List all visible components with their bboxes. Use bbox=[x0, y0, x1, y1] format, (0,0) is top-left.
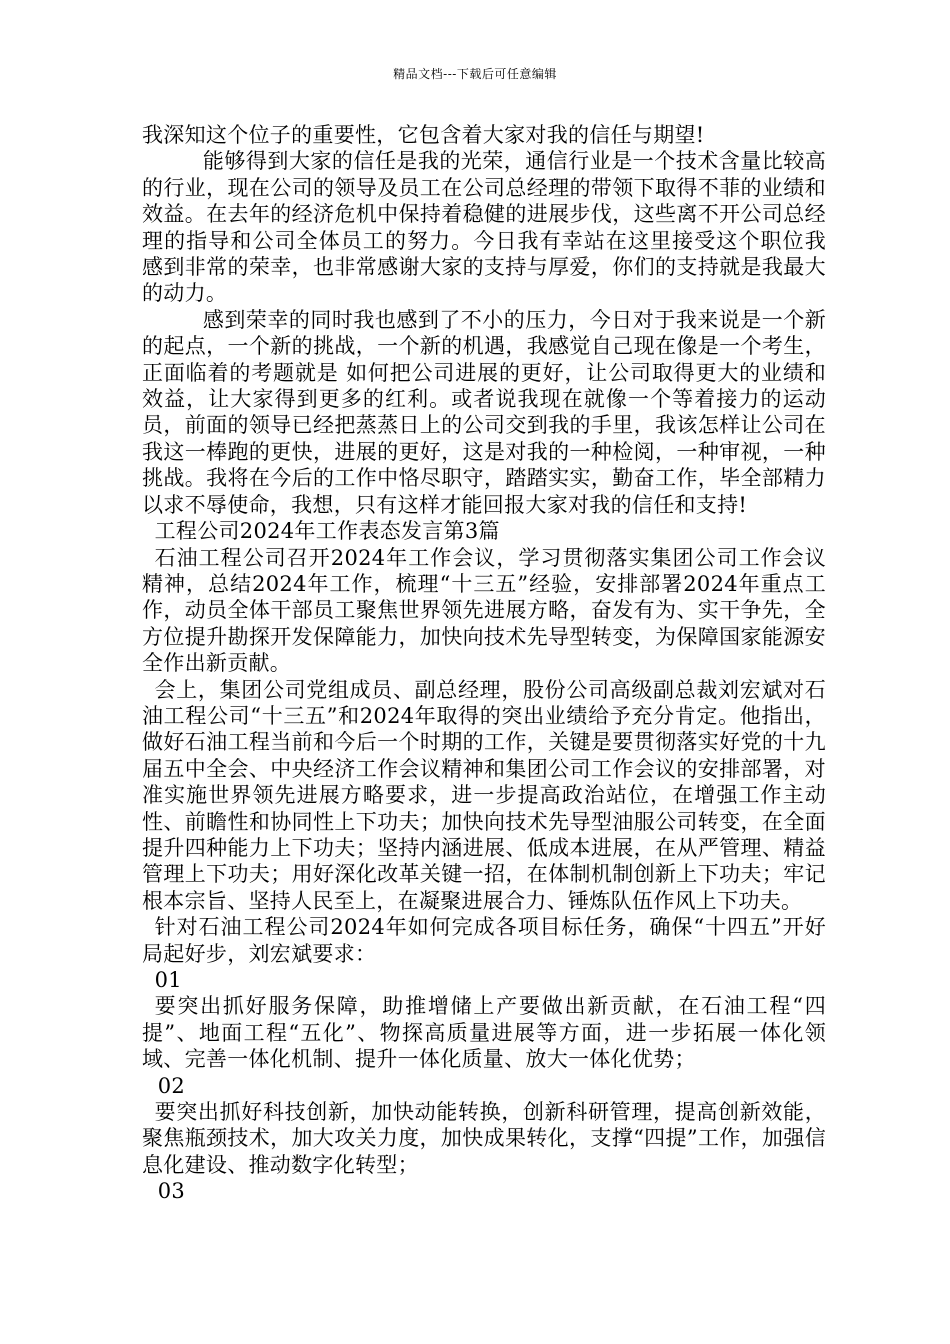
paragraph: 要突出抓好科技创新，加快动能转换，创新科研管理，提高创新效能，聚焦瓶颈技术，加大攻关力度，加快成果转化，支撑“四提”工作，加强信息化建设、推动数字化转型； bbox=[142, 1100, 826, 1177]
paragraph: 感到荣幸的同时我也感到了不小的压力，今日对于我来说是一个新的起点，一个新的挑战，一个新的机遇，我感觉自己现在像是一个考生，正面临着的考题就是 如何把公司进展的更好，让公司取得更大的业绩和效益，让大家得到更多的红利。或者说我现在就像一个等着接力的运动员，前面的领导已经把蒸蒸日上的公司交到我的手里，我该怎样让公司在我这一棒跑的更快，进展的更好，这是对我的一种检阅，一种审视，一种挑战。我将在今后的工作中恪尽职守，踏踏实实，勤奋工作，毕全部精力以求不辱使命，我想，只有这样才能回报大家对我的信任和支持! bbox=[142, 307, 826, 517]
page-header: 精品文档---下载后可任意编辑 bbox=[393, 67, 557, 81]
section-heading: 工程公司2024年工作表态发言第3篇 bbox=[154, 519, 500, 544]
list-number: 01 bbox=[154, 968, 182, 992]
list-number: 03 bbox=[157, 1179, 186, 1204]
list-number: 02 bbox=[157, 1073, 186, 1098]
paragraph: 我深知这个位子的重要性，它包含着大家对我的信任与期望! bbox=[142, 123, 705, 147]
paragraph: 能够得到大家的信任是我的光荣，通信行业是一个技术含量比较高的行业，现在公司的领导及员工在公司总经理的带领下取得不菲的业绩和效益。在去年的经济危机中保持着稳健的进展步伐，这些离不开公司总经理的指导和公司全体员工的努力。今日我有幸站在这里接受这个职位我 感到非常的荣幸，也非常感谢大家的支持与厚爱，你们的支持就是我最大的动力。 bbox=[142, 149, 826, 306]
paragraph: 石油工程公司召开2024年工作会议，学习贯彻落实集团公司工作会议精神，总结2024年工作，梳理“十三五”经验，安排部署2024年重点工作，动员全体干部员工聚焦世界领先进展方略，奋发有为、实干争先，全方位提升勘探开发保障能力，加快向技术先导型转变，为保障国家能源安全作出新贡献。 bbox=[142, 545, 826, 676]
paragraph: 要突出抓好服务保障，助推增储上产要做出新贡献，在石油工程“四提”、地面工程“五化”、物探高质量进展等方面，进一步拓展一体化领域、完善一体化机制、提升一体化质量、放大一体化优势； bbox=[142, 994, 826, 1072]
paragraph: 会上，集团公司党组成员、副总经理，股份公司高级副总裁刘宏斌对石油工程公司“十三五”和2024年取得的突出业绩给予充分肯定。他指出，做好石油工程当前和今后一个时期的工作，关键是要贯彻落实好党的十九届五中全会、中央经济工作会议精神和集团公司工作会议的安排部署，对准实施世界领先进展方略要求，进一步提高政治站位，在增强工作主动性、前瞻性和协同性上下功夫；加快向技术先导型油服公司转变，在全面提升四种能力上下功夫；坚持内涵进展、低成本进展，在从严管理、精益管理上下功夫；用好深化改革关键一招，在体制机制创新上下功夫；牢记根本宗旨、坚持人民至上，在凝聚进展合力、锤炼队伍作风上下功夫。 bbox=[142, 677, 826, 913]
document-body bbox=[142, 122, 826, 1205]
paragraph: 针对石油工程公司2024年如何完成各项目标任务，确保“十四五”开好局起好步，刘宏斌要求： bbox=[142, 915, 826, 966]
